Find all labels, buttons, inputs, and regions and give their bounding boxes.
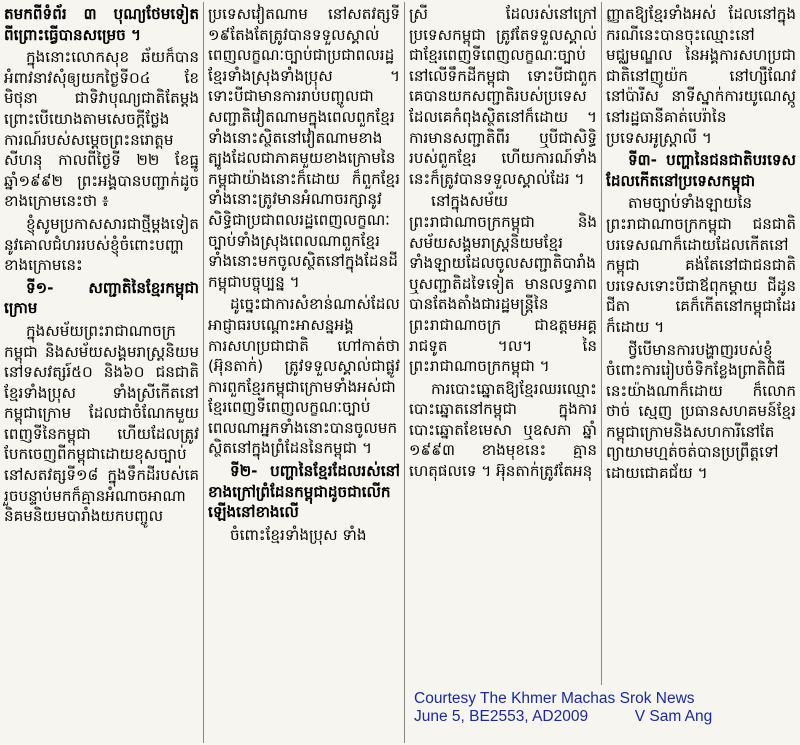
paragraph: ដូច្នេះជាការសំខាន់ណាស់ដែលអាជ្ញាធរបណ្ដោះអាសន្នអង្គការសហប្រជាជាតិ ហៅកាត់ថា (អ៊ុនតាក់) ត្រូវទទួលស្គាល់ជាផ្លូវការពួកខ្មែរកម្ពុជាក្រោមទាំងអស់ជាខ្មែរពេញទីពេញលក្ខណៈច្បាប់ ពេលណាអ្នកទាំងនោះបានចូលមកស្ថិតនៅក្នុងព្រំដែននៃកម្ពុជា ។: [208, 295, 400, 458]
column-1: [0, 0, 203, 745]
section-heading: ទី២- បញ្ហានៃខ្មែរដែលរស់នៅខាងក្រៅព្រំដែនកម្ពុជាដូចជាលើកឡើងនៅខាងលើ: [208, 462, 400, 522]
paragraph: ប្រទេសវៀតណាម នៅសតវត្សទី ១៩តែងតែត្រូវបានទទួលស្គាល់ពេញលក្ខណៈច្បាប់ជាប្រជាពលរដ្ឋខ្មែរទាំងស្រុងទាំងប្រុស ។ ទោះបីជាមានការរាប់បញ្ចូលជាសញ្ជាតិវៀតណាមក្នុងពេលពួកខ្មែរទាំងនោះស្ថិតនៅវៀតណាមខាងត្បូងដែលជាភាគមួយខាងក្រោមនៃកម្ពុជាយ៉ាងនោះក៏ដោយ ក៏ពួកខ្មែរទាំងនោះត្រូវមានអំណាចរក្សានូវសិទ្ធិជាប្រជាពលរដ្ឋពេញលក្ខណៈច្បាប់ទាំងស្រុងពេលណាពួកខ្មែរទាំងនោះមកចូលស្ថិតនៅក្នុងដែនដីកម្ពុជាបច្ចុប្បន្ន ។: [208, 5, 400, 291]
credit-source: Courtesy The Khmer Machas Srok News: [414, 690, 695, 707]
section-heading: តមកពីទំព័រ ៣ បុណ្យថែមទៀត ពីព្រោះធ្វើបានសម្រេច ។: [4, 5, 199, 44]
paragraph: នៅក្នុងសម័យព្រះរាជាណាចក្រកម្ពុជា និងសម័យសង្គមរាស្ត្រនិយមខ្មែរទាំងឡាយដែលចូលសញ្ជាតិបារាំង ឬសញ្ជាតិដទៃទៀត មានលទ្ធភាពបានតែងតាំងជារដ្ឋមន្ត្រីនៃព្រះរាជាណាចក្រ ជាឧត្តមអគ្គរាជទូត ។ល។ នៃព្រះរាជាណាចក្រកម្ពុជា ។: [409, 192, 597, 376]
column-4: [602, 0, 800, 680]
photo-credit: [414, 690, 794, 726]
column-3: [405, 0, 601, 680]
paragraph: ការបោះឆ្នោតឱ្យខ្មែរឈរឈ្មោះបោះឆ្នោតនៅកម្ពុជា ក្នុងការបោះឆ្នោតខែមេសា ឬឧសភា ឆ្នាំ ១៩៩៣ ខាងមុខនេះ គ្មានហេតុផលទេ ។ អ៊ុនតាក់ត្រូវតែអនុ: [409, 379, 597, 481]
paragraph: ស្រី ដែលរស់នៅក្រៅប្រទេសកម្ពុជា ត្រូវតែទទួលស្គាល់ជាខ្មែរពេញទីពេញលក្ខណៈច្បាប់ នៅលើទឹកដីកម្ពុជា ទោះបីជាពួកគេបានយកសញ្ជាតិរបស់ប្រទេសដែលគេកំពុងស្ថិតនៅក៏ដោយ ។ ការមានសញ្ជាតិពីរ ឬបីជាសិទ្ធិរបស់ពួកខ្មែរ ហើយការណ៍ទាំងនេះក៏ត្រូវបានទទួលស្គាល់ដែរ ។: [409, 5, 597, 188]
paragraph: ក្នុងសម័យព្រះរាជាណាចក្រកម្ពុជា និងសម័យសង្គមរាស្ត្រនិយម នៅទសវត្សរ៍៥០ និង៦០ ជនជាតិខ្មែរទាំងប្រុស ទាំងស្រីកើតនៅកម្ពុជាក្រោម ដែលជាចំណែកមួយពេញទីនៃកម្ពុជា ហើយដែលត្រូវបែកចេញពីកម្ពុជាដោយខុសច្បាប់នៅសតវត្សទី១៨ ក្នុងទឹកដីរបស់គេ រួចបន្ទាប់មកក៏គ្មានអំណាចអាណានិគមនិយមបារាំងយកបញ្ចូល: [4, 321, 199, 526]
credit-author: V Sam Ang: [634, 708, 713, 725]
paragraph: ថ្វីបើមានការបង្ហាញរបស់ខ្ញុំចំពោះការរៀបចំទិកខ្លែងព្រាតិពិធីនេះយ៉ាងណាក៏ដោយ ក៏លោក ថាច់ ស្មេញ ប្រធានសហគមន៍ខ្មែរកម្ពុជាក្រោមនិងសហការីនៅតែព្យាយាមហ្មត់ចត់បានប្រព្រឹត្តទៅដោយជោគជ័យ ។: [606, 340, 796, 483]
paragraph: ញ្ញាតឱ្យខ្មែរទាំងអស់ ដែលនៅក្នុងករណីនេះបានចុះឈ្មោះនៅមជ្ឈមណ្ឌល នៃអង្គការសហប្រជាជាតិនៅញូយ៉ក នៅហ្សឺណែវ នៅប៉ារីស នាទីស្នាក់ការយូណេស្កូនៅរដ្ឋធានីគាត់បេរ៉ានៃប្រទេសអូស្ត្រាលី ។: [606, 5, 796, 147]
paragraph: ក្នុងនោះលោកសុខ ឆ័យក៏បានអំពាវនាវសុំឲ្យយកថ្ងៃទី០៤ ខែមិថុនា ជាទិវាបុណ្យជាតិតែម្ដងព្រោះបើយោងតាមសេចក្ដីថ្លែងការណ៍របស់សម្ដេចព្រះនរោត្ដម សីហនុ កាលពីថ្ងៃទី ២២ ខែធ្នូ ឆ្នាំ១៩៩២ ព្រះអង្គបានបញ្ជាក់ដូចខាងក្រោមនេះថា ៖: [4, 48, 199, 211]
paragraph: ចំពោះខ្មែរទាំងប្រុស ទាំង: [230, 525, 367, 544]
credit-date: June 5, BE2553, AD2009: [414, 708, 589, 725]
section-heading: ទី៣- បញ្ហានៃជនជាតិបរទេសដែលកើតនៅប្រទេសកម្ពុជា: [606, 151, 796, 190]
section-heading: ទី១- សញ្ជាតិនៃខ្មែរកម្ពុជាក្រោម: [4, 278, 199, 318]
credit-line-2: [414, 708, 794, 726]
paragraph: តាមច្បាប់ទាំងឡាយនៃព្រះរាជាណាចក្រកម្ពុជា ជនជាតិបរទេសណាក៏ដោយដែលកើតនៅកម្ពុជា គង់តែនៅជាជនជាតិបរទេសទោះបីជាឪពុកម្ដាយ ជីដូន ជីតា គេក៏កើតនៅកម្ពុជាដែរក៏ដោយ ។: [606, 194, 796, 336]
paragraph: ខ្ញុំសូមប្រកាសសារជាថ្មីម្ដងទៀត នូវគោលជំហររបស់ខ្ញុំចំពោះបញ្ហាខាងក្រោមនេះ: [4, 214, 199, 275]
column-2: [204, 0, 404, 745]
